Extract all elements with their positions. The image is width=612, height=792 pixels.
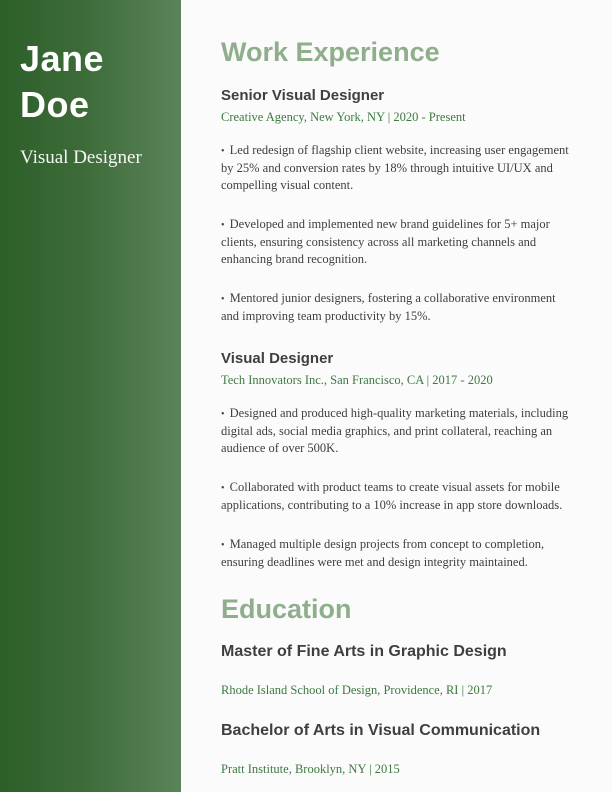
job-bullet-text: Collaborated with product teams to create visual assets for mobile applications, contributing to a 10% increase in app store downloads. — [221, 480, 563, 512]
job-meta: Creative Agency, New York, NY | 2020 - Present — [221, 110, 466, 124]
job-bullet — [221, 405, 570, 457]
job-bullet-text: Managed multiple design projects from concept to completion, ensuring deadlines were met and design integrity maintained. — [221, 537, 545, 569]
bullet-icon: • — [221, 483, 225, 494]
bullet-icon: • — [221, 294, 225, 305]
person-name-line2: Doe — [20, 84, 90, 125]
job-entry — [221, 86, 570, 325]
job-bullet — [221, 536, 570, 571]
job-bullet — [221, 216, 570, 268]
job-title: Senior Visual Designer — [221, 87, 385, 104]
degree-title: Master of Fine Arts in Graphic Design — [221, 643, 507, 660]
degree-meta: Pratt Institute, Brooklyn, NY | 2015 — [221, 762, 400, 776]
bullet-icon: • — [221, 220, 225, 231]
job-entry — [221, 349, 570, 571]
bullet-icon: • — [221, 146, 225, 157]
section-heading-work-experience: Work Experience — [221, 37, 440, 67]
person-name — [20, 36, 167, 128]
job-bullet — [221, 479, 570, 514]
job-title: Visual Designer — [221, 350, 334, 367]
main-content — [181, 0, 612, 778]
degree-title: Bachelor of Arts in Visual Communication — [221, 722, 541, 739]
person-name-line1: Jane — [20, 38, 105, 79]
section-heading-education: Education — [221, 594, 352, 624]
bullet-icon: • — [221, 409, 225, 420]
sidebar — [0, 0, 181, 792]
degree-meta: Rhode Island School of Design, Providence, RI | 2017 — [221, 683, 493, 697]
person-job-title: Visual Designer — [20, 147, 142, 168]
education-entry — [221, 641, 570, 699]
job-bullet — [221, 142, 570, 194]
job-bullet-text: Developed and implemented new brand guidelines for 5+ major clients, ensuring consistency across all marketing channels and enhancing brand recognition. — [221, 217, 550, 266]
education-entry — [221, 720, 570, 778]
job-bullet-text: Designed and produced high-quality marketing materials, including digital ads, social media graphics, and print collateral, reaching an audience of over 500K. — [221, 406, 569, 455]
job-meta: Tech Innovators Inc., San Francisco, CA | 2017 - 2020 — [221, 373, 493, 387]
job-bullet-text: Led redesign of flagship client website, increasing user engagement by 25% and conversion rates by 18% through intuitive UI/UX and compelling visual content. — [221, 143, 569, 192]
job-bullet — [221, 290, 570, 325]
job-bullet-text: Mentored junior designers, fostering a collaborative environment and improving team productivity by 15%. — [221, 291, 556, 323]
bullet-icon: • — [221, 540, 225, 551]
